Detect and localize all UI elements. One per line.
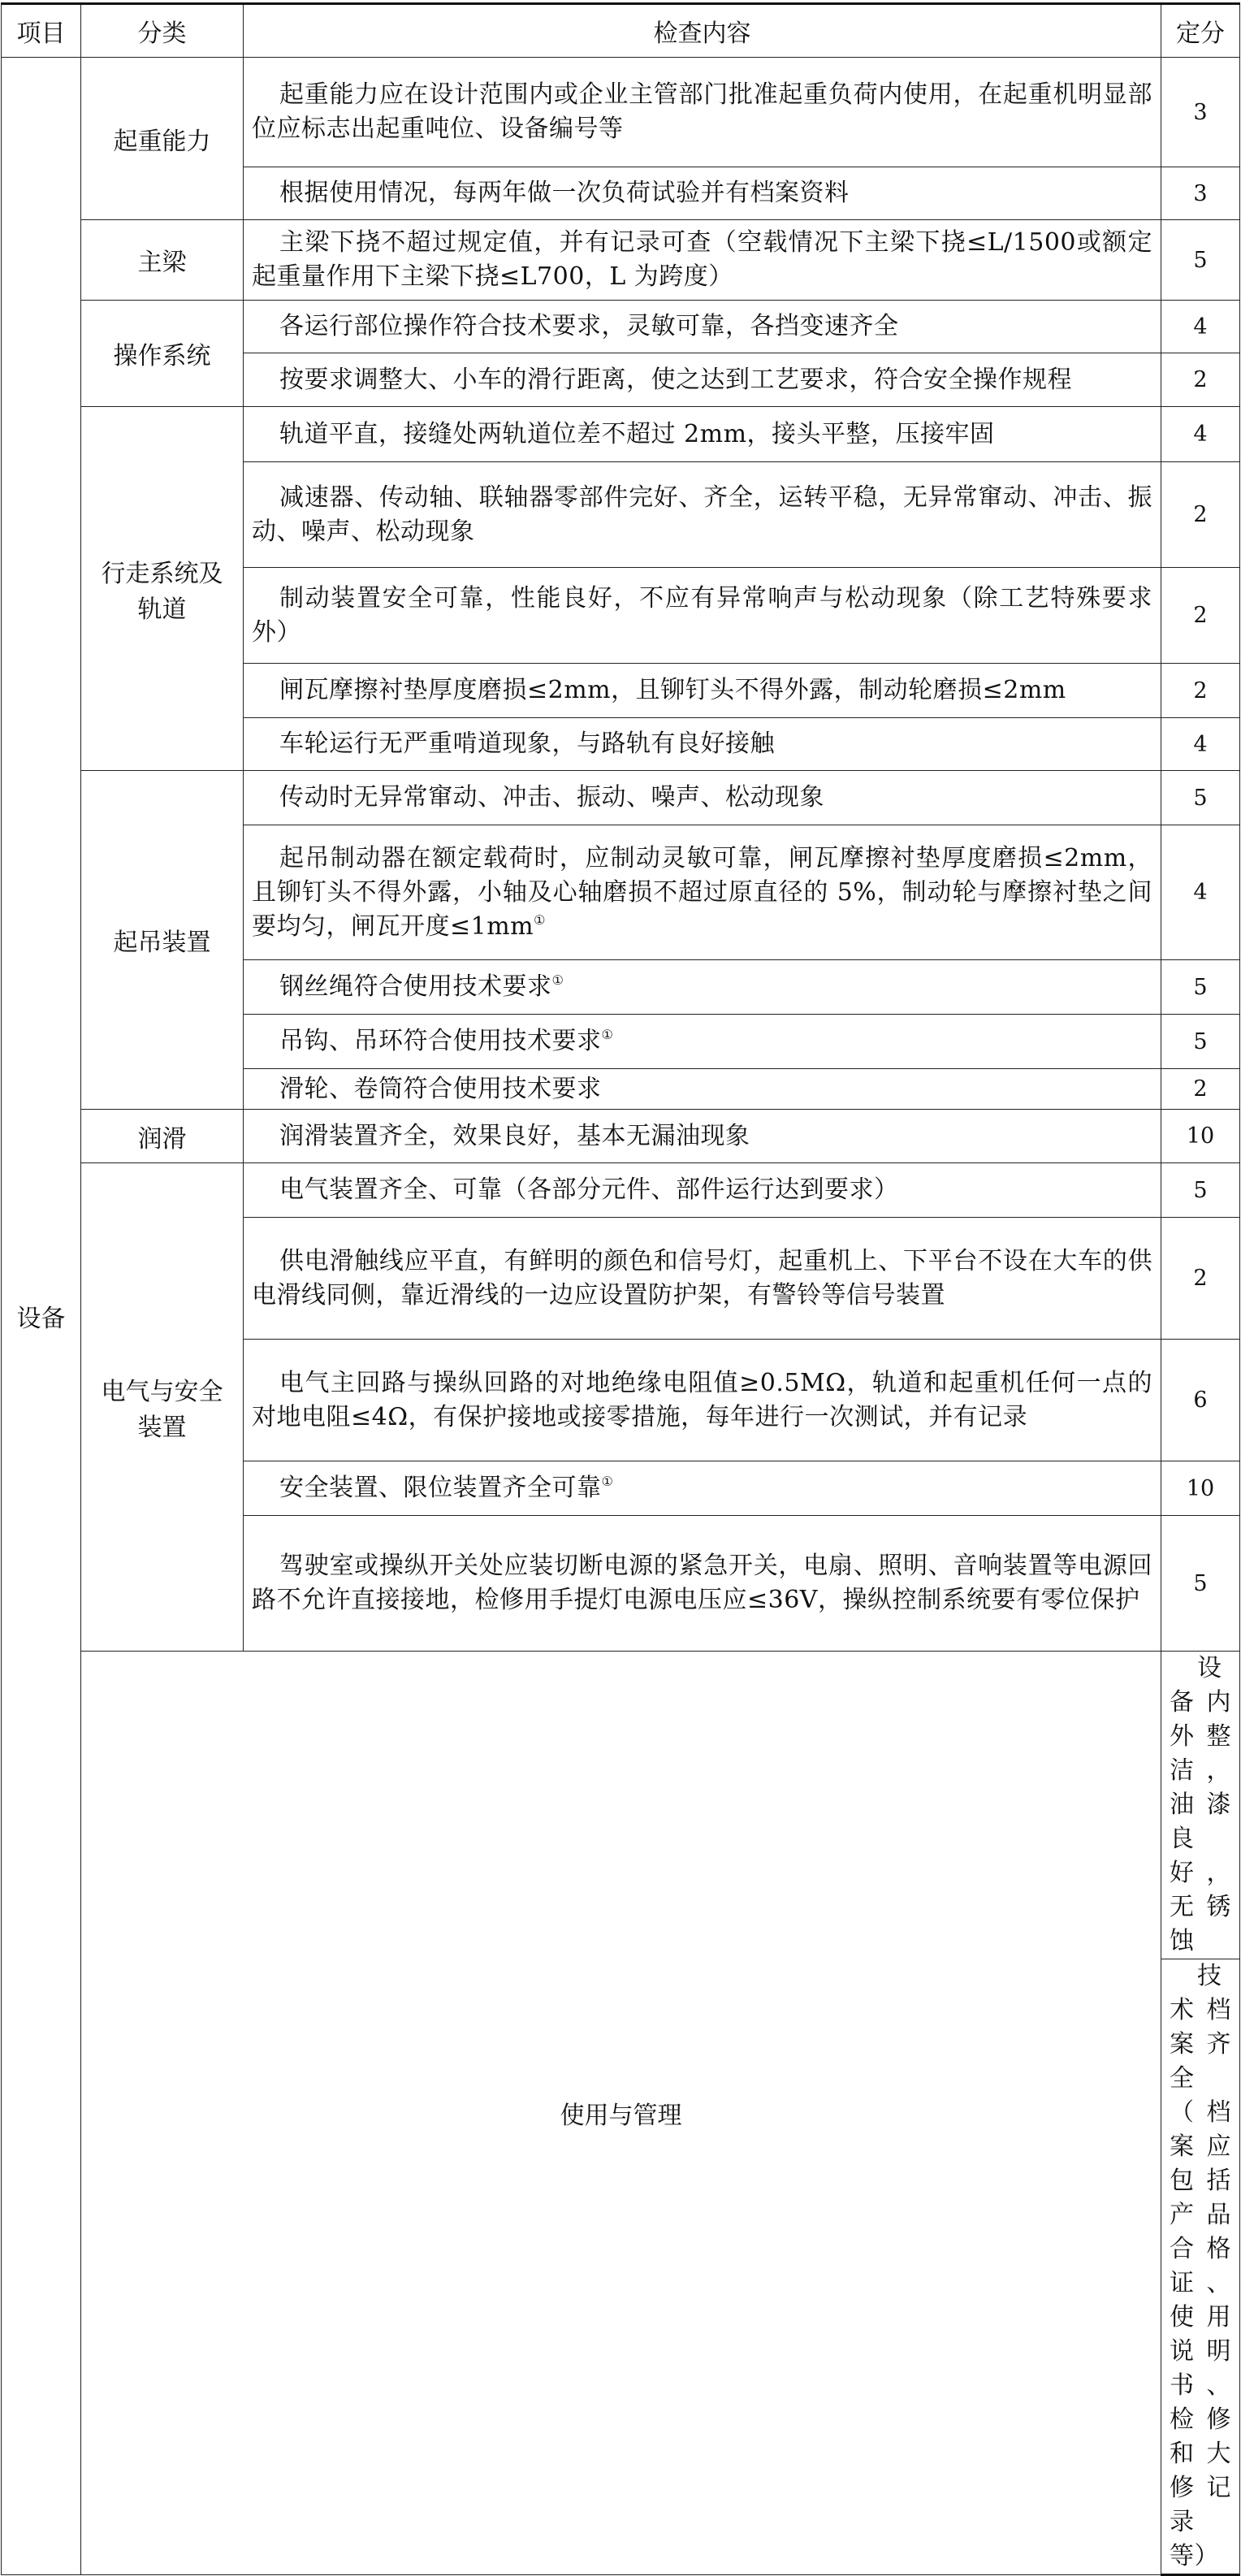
score-cell: 3 xyxy=(1161,167,1240,220)
content-cell xyxy=(244,825,1161,960)
footnote-mark: ① xyxy=(601,1027,614,1042)
table-row xyxy=(2,220,1240,301)
score-cell: 10 xyxy=(1161,1461,1240,1516)
score-cell: 2 xyxy=(1161,462,1240,568)
content-cell: 设备内外整洁，油漆良好，无锈蚀 xyxy=(1161,1652,1240,1959)
category-main-beam: 主梁 xyxy=(81,220,244,301)
category-electrical-safety: 电气与安全装置 xyxy=(81,1163,244,1652)
content-text: 吊钩、吊环符合使用技术要求 xyxy=(279,1027,602,1055)
score-cell: 5 xyxy=(1161,1516,1240,1652)
category-lifting-capacity: 起重能力 xyxy=(81,58,244,220)
table-row xyxy=(2,407,1240,462)
score-cell: 10 xyxy=(1161,1110,1240,1163)
category-operating-system: 操作系统 xyxy=(81,301,244,407)
footnote-mark: ① xyxy=(601,1474,614,1489)
content-cell: 减速器、传动轴、联轴器零部件完好、齐全，运转平稳，无异常窜动、冲击、振动、噪声、松动现象 xyxy=(244,462,1161,568)
content-cell: 传动时无异常窜动、冲击、振动、噪声、松动现象 xyxy=(244,771,1161,825)
project-equipment: 设备 xyxy=(2,58,81,2575)
content-cell: 驾驶室或操纵开关处应装切断电源的紧急开关，电扇、照明、音响装置等电源回路不允许直接接地，检修用手提灯电源电压应≤36V，操纵控制系统要有零位保护 xyxy=(244,1516,1161,1652)
content-cell: 各运行部位操作符合技术要求，灵敏可靠，各挡变速齐全 xyxy=(244,301,1161,353)
score-cell: 5 xyxy=(1161,960,1240,1015)
score-cell: 6 xyxy=(1161,1340,1240,1461)
content-cell: 轨道平直，接缝处两轨道位差不超过 2mm，接头平整，压接牢固 xyxy=(244,407,1161,462)
score-cell: 4 xyxy=(1161,825,1240,960)
score-cell: 2 xyxy=(1161,353,1240,407)
score-cell: 4 xyxy=(1161,407,1240,462)
content-cell: 制动装置安全可靠，性能良好，不应有异常响声与松动现象（除工艺特殊要求外） xyxy=(244,568,1161,664)
table-header-row xyxy=(2,4,1240,58)
header-project: 项目 xyxy=(2,4,81,58)
project-usage-management: 使用与管理 xyxy=(81,1652,1161,2575)
inspection-table xyxy=(1,2,1240,2576)
category-hoisting-device: 起吊装置 xyxy=(81,771,244,1110)
score-cell: 4 xyxy=(1161,718,1240,771)
content-cell: 电气主回路与操纵回路的对地绝缘电阻值≥0.5MΩ，轨道和起重机任何一点的对地电阻≤4Ω，有保护接地或接零措施，每年进行一次测试，并有记录 xyxy=(244,1340,1161,1461)
score-cell: 4 xyxy=(1161,301,1240,353)
header-score: 定分 xyxy=(1161,4,1240,58)
footnote-mark: ① xyxy=(551,972,564,988)
content-cell: 电气装置齐全、可靠（各部分元件、部件运行达到要求） xyxy=(244,1163,1161,1218)
content-cell: 主梁下挠不超过规定值，并有记录可查（空载情况下主梁下挠≤L/1500或额定起重量作用下主梁下挠≤L700，L 为跨度） xyxy=(244,220,1161,301)
footnote-mark: ① xyxy=(534,911,546,928)
content-cell: 根据使用情况，每两年做一次负荷试验并有档案资料 xyxy=(244,167,1161,220)
score-cell: 2 xyxy=(1161,664,1240,718)
header-content: 检查内容 xyxy=(244,4,1161,58)
table-row xyxy=(2,1652,1240,1959)
content-cell: 车轮运行无严重啃道现象，与路轨有良好接触 xyxy=(244,718,1161,771)
content-cell xyxy=(244,1461,1161,1516)
score-cell: 5 xyxy=(1161,1015,1240,1069)
table-row xyxy=(2,58,1240,167)
score-cell: 2 xyxy=(1161,568,1240,664)
table-row xyxy=(2,301,1240,353)
content-text: 起吊制动器在额定载荷时，应制动灵敏可靠，闸瓦摩擦衬垫厚度磨损≤2mm，且铆钉头不得外露，小轴及心轴磨损不超过原直径的 5%，制动轮与摩擦衬垫之间要均匀，闸瓦开度≤1mm xyxy=(252,843,1152,941)
content-cell xyxy=(244,960,1161,1015)
content-text: 安全装置、限位装置齐全可靠 xyxy=(279,1474,602,1502)
table-row xyxy=(2,771,1240,825)
score-cell: 2 xyxy=(1161,1218,1240,1340)
content-cell: 技术档案齐全（档案应包括产品合格证、使用说明书、检修和大修记录等） xyxy=(1161,1959,1240,2575)
content-text: 钢丝绳符合使用技术要求 xyxy=(279,972,552,1001)
score-cell: 5 xyxy=(1161,220,1240,301)
score-cell: 2 xyxy=(1161,1069,1240,1110)
score-cell: 5 xyxy=(1161,771,1240,825)
score-cell: 5 xyxy=(1161,1163,1240,1218)
category-travel-system: 行走系统及轨道 xyxy=(81,407,244,771)
content-cell xyxy=(244,1015,1161,1069)
table-row xyxy=(2,1163,1240,1218)
score-cell: 3 xyxy=(1161,58,1240,167)
header-category: 分类 xyxy=(81,4,244,58)
content-cell: 滑轮、卷筒符合使用技术要求 xyxy=(244,1069,1161,1110)
content-cell: 起重能力应在设计范围内或企业主管部门批准起重负荷内使用，在起重机明显部位应标志出起重吨位、设备编号等 xyxy=(244,58,1161,167)
table-row xyxy=(2,1110,1240,1163)
content-cell: 供电滑触线应平直，有鲜明的颜色和信号灯，起重机上、下平台不设在大车的供电滑线同侧，靠近滑线的一边应设置防护架，有警铃等信号装置 xyxy=(244,1218,1161,1340)
content-cell: 按要求调整大、小车的滑行距离，使之达到工艺要求，符合安全操作规程 xyxy=(244,353,1161,407)
content-cell: 润滑装置齐全，效果良好，基本无漏油现象 xyxy=(244,1110,1161,1163)
category-lubrication: 润滑 xyxy=(81,1110,244,1163)
content-cell: 闸瓦摩擦衬垫厚度磨损≤2mm，且铆钉头不得外露，制动轮磨损≤2mm xyxy=(244,664,1161,718)
